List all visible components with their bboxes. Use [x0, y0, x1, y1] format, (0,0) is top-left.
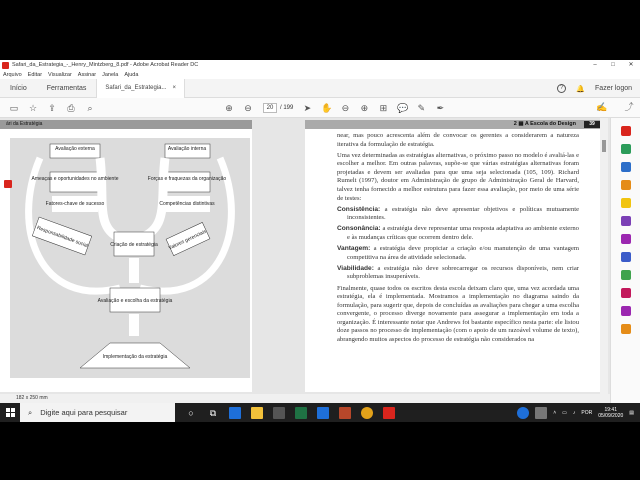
- zoom-search-icon[interactable]: ⌕: [87, 102, 93, 113]
- certificates-icon[interactable]: [621, 324, 631, 334]
- tab-home[interactable]: Início: [10, 84, 27, 92]
- network-icon[interactable]: ▭: [562, 409, 567, 416]
- file-explorer-icon[interactable]: [251, 407, 263, 419]
- tab-bar: [0, 79, 640, 98]
- status-bar: [0, 394, 610, 403]
- label-forcas: Forças e fraquezas da organização: [147, 176, 227, 182]
- print-icon[interactable]: ⎙: [67, 102, 75, 113]
- label-avaliacao-externa: Avaliação externa: [55, 146, 95, 152]
- taskbar: [0, 403, 640, 422]
- maximize-button[interactable]: □: [611, 62, 615, 68]
- notifications-icon[interactable]: ▤: [629, 409, 634, 416]
- volume-icon[interactable]: ♪: [572, 409, 576, 416]
- menu-arquivo[interactable]: Arquivo: [3, 71, 22, 78]
- strategy-diagram: [10, 138, 250, 378]
- page-number-input[interactable]: 20: [263, 103, 277, 113]
- system-tray: [517, 403, 634, 422]
- document-area[interactable]: [0, 118, 610, 394]
- test-item: Consonância: a estratégia deve representar uma resposta adaptativa ao ambiente externo e às mudanças críticas que ocorrem dentro dele.: [337, 225, 579, 242]
- edit-pdf-icon[interactable]: [621, 162, 631, 172]
- upload-icon[interactable]: ⇪: [48, 102, 56, 113]
- test-item: Consistência: a estratégia não deve apresentar objetivos e políticas mutuamente inconsistentes.: [337, 205, 579, 222]
- window-title: Safari_da_Estrategia_-_Henry_Mintzberg_8.pdf - Adobe Acrobat Reader DC: [12, 62, 199, 68]
- cortana-icon[interactable]: ○: [188, 407, 194, 418]
- pen-icon[interactable]: ✎: [417, 102, 426, 113]
- paragraph-2: Uma vez determinadas as estratégias alternativas, o próximo passo no modelo é avaliá-las e escolher a melhor. Em outras palavras, supõe-se que várias estratégias alternativas foram projetadas e devem ser avaliadas para que uma seja selecionada (105, 109). Richard Rumelt (1997), doutor em Administração de grupo de Administração Geral de Harvard, talvez tenha fornecido a melhor estrutura para fazer essa avaliação, por meio de uma série de testes:: [337, 151, 579, 202]
- acrobat-window: [0, 60, 640, 422]
- comment-tool-icon[interactable]: [621, 180, 631, 190]
- left-page: [0, 120, 252, 392]
- scrollbar-thumb[interactable]: [602, 140, 606, 152]
- fill-sign-icon[interactable]: ✍: [596, 102, 608, 112]
- excel-icon[interactable]: [295, 407, 307, 419]
- test-item: Vantagem: a estratégia deve propiciar a criação e/ou manutenção de uma vantagem competitiva na área de atividade selecionada.: [337, 245, 579, 261]
- label-fatores-chave: Fatores-chave de sucesso: [45, 201, 105, 207]
- label-criacao: Criação de estratégia: [110, 242, 158, 248]
- bookmark-star-icon[interactable]: ☆: [28, 102, 38, 113]
- save-icon[interactable]: ▭: [9, 102, 19, 113]
- label-valores: Valores gerenciais: [167, 228, 208, 252]
- clock[interactable]: [598, 407, 623, 419]
- help-icon[interactable]: ?: [557, 84, 566, 93]
- taskbar-search[interactable]: [20, 403, 175, 422]
- zoom-in-icon[interactable]: ⊕: [360, 102, 369, 113]
- help-tray-icon[interactable]: [517, 407, 529, 419]
- zoom-out-icon[interactable]: ⊖: [341, 102, 350, 113]
- tab-tools[interactable]: Ferramentas: [46, 84, 87, 92]
- toolbar: [0, 98, 640, 118]
- tab-document[interactable]: [96, 79, 185, 98]
- close-window-button[interactable]: ✕: [628, 62, 634, 68]
- edge-icon[interactable]: [229, 407, 241, 419]
- mail-icon[interactable]: [317, 407, 329, 419]
- hand-icon[interactable]: ✋: [321, 102, 333, 113]
- paragraph-3: Finalmente, quase todos os escritos desta escola deixam claro que, uma vez acordada uma estratégia, ela é implementada. Mostramos a implementação no diagrama saindo da formulação, para sugerir que, depois de concluídas as avaliações para chegar a uma escolha convergente, o processo diverge novamente para assegurar a implementação em toda a organização. É interessante notar que Andrews foi bastante específico nesta parte: ele listou doze passos no processo de implementação (com o apoio de um razoável volume de texto), abrangendo muitos aspectos do processo de estratégia não considerados na: [337, 284, 579, 344]
- menu-ajuda[interactable]: Ajuda: [124, 71, 139, 78]
- sign-icon[interactable]: ✒: [436, 102, 445, 113]
- protect-icon[interactable]: [621, 252, 631, 262]
- comment-icon[interactable]: 💬: [397, 102, 409, 113]
- page-dimensions: 182 x 250 mm: [16, 395, 48, 401]
- menu-editar[interactable]: Editar: [27, 71, 43, 78]
- label-ameacas: Ameaças e oportunidades no ambiente: [31, 176, 119, 182]
- page-down-icon[interactable]: ⊖: [244, 102, 252, 113]
- share-icon[interactable]: ⤴: [624, 102, 634, 112]
- record-icon[interactable]: [4, 180, 12, 188]
- tab-document-label: Safari_da_Estrategia...: [105, 84, 167, 91]
- right-page: [305, 120, 604, 392]
- create-pdf-icon[interactable]: [621, 144, 631, 154]
- fill-sign-tool-icon[interactable]: [621, 234, 631, 244]
- cursor-icon[interactable]: ➤: [303, 102, 312, 113]
- label-avaliacao-escolha: Avaliação e escolha da estratégia: [97, 298, 173, 304]
- clock-date: 05/09/2020: [598, 412, 624, 419]
- windows-icon: [6, 408, 15, 417]
- chapter-title: A Escola do Design: [524, 121, 576, 127]
- page-number: 39: [584, 121, 600, 128]
- tools-panel: [610, 118, 640, 403]
- acrobat-icon: [2, 62, 9, 69]
- page-navigator: [263, 103, 293, 113]
- clock-time: 19:41: [604, 406, 617, 413]
- title-bar: [0, 60, 640, 70]
- chevron-up-icon[interactable]: ˄: [553, 409, 557, 416]
- bell-icon[interactable]: 🔔: [576, 85, 586, 93]
- compress-icon[interactable]: [621, 270, 631, 280]
- menu-visualizar[interactable]: Visualizar: [48, 71, 72, 78]
- label-responsabilidade: Responsabilidade social: [35, 225, 89, 250]
- send-icon[interactable]: [621, 288, 631, 298]
- login-button[interactable]: Fazer logon: [595, 85, 632, 92]
- sticky-note-icon[interactable]: [621, 198, 631, 208]
- window-controls: [586, 60, 640, 70]
- close-tab-button[interactable]: ×: [172, 84, 176, 91]
- test-item: Viabilidade: a estratégia não deve sobrecarregar os recursos disponíveis, nem criar subproblemas insuperáveis.: [337, 264, 579, 281]
- toolbar-right: [587, 102, 634, 112]
- start-button[interactable]: [0, 403, 20, 422]
- paragraph-1: near, mas pouco acrescenta além de convocar os gerentes a considerarem a natureza iterativa da formulação de estratégia.: [337, 132, 579, 148]
- vertical-scrollbar[interactable]: [600, 118, 608, 394]
- powerpoint-icon[interactable]: [339, 407, 351, 419]
- language-indicator[interactable]: POR: [581, 409, 593, 416]
- search-placeholder: Digite aqui para pesquisar: [40, 408, 128, 417]
- fit-icon[interactable]: ⊞: [379, 102, 388, 113]
- left-page-header: ári da Estratégia: [0, 120, 252, 129]
- search-icon: ⌕: [28, 407, 33, 417]
- label-implementacao: Implementação da estratégia: [102, 354, 168, 360]
- menu-assinar[interactable]: Assinar: [77, 71, 97, 78]
- app-tray-icon[interactable]: [535, 407, 547, 419]
- total-pages: / 199: [280, 104, 294, 111]
- organize-pages-icon[interactable]: [621, 216, 631, 226]
- task-view-icon[interactable]: ⧉: [209, 407, 217, 418]
- chrome-icon[interactable]: [361, 407, 373, 419]
- export-pdf-icon[interactable]: [621, 126, 631, 136]
- page-text: [337, 132, 579, 347]
- tab-bar-right: [557, 79, 632, 98]
- book-icon: ▦: [518, 121, 524, 127]
- left-strip: [0, 118, 10, 394]
- menu-janela[interactable]: Janela: [102, 71, 119, 78]
- minimize-button[interactable]: –: [593, 62, 597, 68]
- page-up-icon[interactable]: ⊕: [225, 102, 233, 113]
- chapter-number: 2: [513, 121, 517, 127]
- store-icon[interactable]: [273, 407, 285, 419]
- label-avaliacao-interna: Avaliação interna: [167, 146, 207, 152]
- right-page-header: [305, 120, 604, 129]
- acrobat-taskbar-icon[interactable]: [383, 407, 395, 419]
- label-competencias: Competências distintivas: [159, 201, 215, 207]
- more-tools-icon[interactable]: [621, 306, 631, 316]
